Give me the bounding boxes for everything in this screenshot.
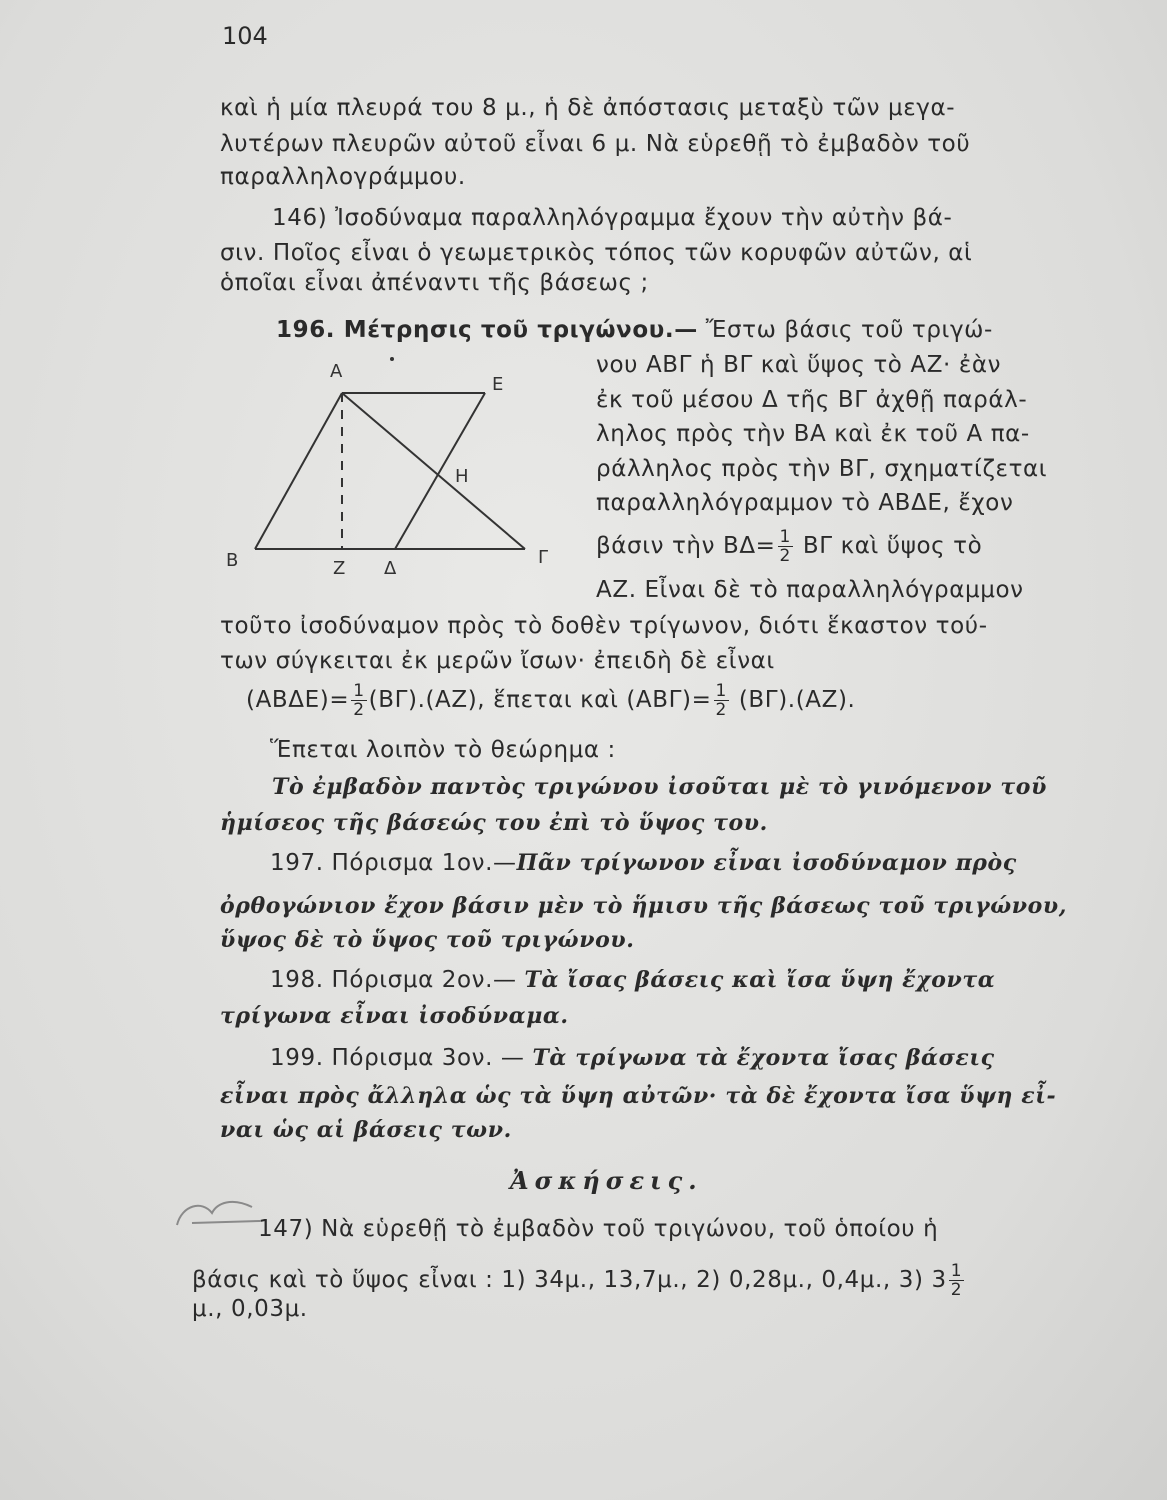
- label-H: Η: [455, 466, 469, 487]
- label-A: Α: [330, 361, 343, 382]
- label-E: Ε: [492, 374, 504, 395]
- text-line: Ἔστω βάσις τοῦ τριγώ-: [697, 317, 993, 343]
- text-span: (ΑΒΔΕ)=: [246, 687, 350, 713]
- text-line: ΑΖ. Εἶναι δὲ τὸ παραλληλόγραμμον: [596, 577, 1024, 603]
- page-number: 104: [222, 22, 268, 50]
- fraction-denominator: 2: [950, 1280, 963, 1300]
- text-line: [192, 1262, 966, 1299]
- text-line: σιν. Ποῖος εἶναι ὁ γεωμετρικὸς τόπος τῶν κορυφῶν αὐτῶν, αἱ: [220, 240, 973, 266]
- fraction-half: [949, 1262, 964, 1299]
- text-span: βάσις καὶ τὸ ὕψος εἶναι : 1) 34μ., 13,7μ., 2) 0,28μ., 0,4μ., 3) 3: [192, 1267, 947, 1293]
- theorem-line: ὀρθογώνιον ἔχον βάσιν μὲν τὸ ἥμισυ τῆς βάσεως τοῦ τριγώνου,: [220, 893, 1068, 919]
- text-span: (ΒΓ).(ΑΖ), ἕπεται καὶ (ΑΒΓ)=: [368, 687, 712, 713]
- text-line: παραλληλογράμμου.: [220, 164, 466, 190]
- label-Z: Ζ: [333, 558, 346, 579]
- text-line: [596, 528, 982, 565]
- text-line: ὁποῖαι εἶναι ἀπέναντι τῆς βάσεως ;: [220, 270, 649, 296]
- theorem-line: ναι ὡς αἱ βάσεις των.: [220, 1117, 512, 1143]
- corollary-199: [270, 1045, 995, 1071]
- segment-ED: [395, 393, 485, 549]
- label-D: Δ: [384, 558, 397, 579]
- theorem-line: ἡμίσεος τῆς βάσεώς του ἐπὶ τὸ ὕψος του.: [220, 810, 768, 836]
- text-span: Τὰ ἴσας βάσεις καὶ ἴσα ὕψη ἔχοντα: [524, 967, 996, 993]
- fraction-denominator: 2: [779, 546, 791, 566]
- text-line: των σύγκειται ἐκ μερῶν ἴσων· ἐπειδὴ δὲ εἶναι: [220, 648, 775, 674]
- label-B: Β: [226, 550, 239, 571]
- text-span: 199. Πόρισμα 3ον. —: [270, 1045, 533, 1071]
- text-line: καὶ ἡ μία πλευρά του 8 μ., ἡ δὲ ἀπόστασις μεταξὺ τῶν μεγα-: [220, 95, 956, 121]
- text-span: 197. Πόρισμα 1ον.—: [270, 850, 517, 876]
- fraction-half: [778, 528, 793, 565]
- segment-AG: [342, 393, 525, 549]
- label-G: Γ: [538, 547, 549, 568]
- pen-mark-icon: [172, 1195, 272, 1235]
- text-line: Ἕπεται λοιπὸν τὸ θεώρημα :: [270, 737, 616, 763]
- text-line: ἐκ τοῦ μέσου Δ τῆς ΒΓ ἀχθῇ παράλ-: [596, 387, 1028, 413]
- text-line: ράλληλος πρὸς τὴν ΒΓ, σχηματίζεται: [596, 456, 1048, 482]
- theorem-line: τρίγωνα εἶναι ἰσοδύναμα.: [220, 1003, 569, 1029]
- text-line: λυτέρων πλευρῶν αὐτοῦ εἶναι 6 μ. Νὰ εὑρεθῇ τὸ ἐμβαδὸν τοῦ: [220, 131, 971, 157]
- fraction-half: [351, 682, 366, 719]
- text-line: νου ΑΒΓ ἡ ΒΓ καὶ ὕψος τὸ ΑΖ· ἐὰν: [596, 352, 1002, 378]
- text-span: Τὰ τρίγωνα τὰ ἔχοντα ἴσας βάσεις: [532, 1045, 995, 1071]
- text-span: ΒΓ καὶ ὕψος τὸ: [802, 533, 983, 559]
- text-span: Πᾶν τρίγωνον εἶναι ἰσοδύναμον πρὸς: [516, 850, 1017, 876]
- fraction-numerator: 1: [353, 681, 365, 701]
- exercise-147: 147) Νὰ εὑρεθῇ τὸ ἐμβαδὸν τοῦ τριγώνου, τοῦ ὁποίου ἡ: [258, 1216, 939, 1242]
- fraction-denominator: 2: [715, 700, 727, 720]
- dot-mark: [390, 357, 394, 361]
- theorem-line: Τὸ ἐμβαδὸν παντὸς τριγώνου ἰσοῦται μὲ τὸ γινόμενον τοῦ: [272, 774, 1047, 800]
- theorem-line: εἶναι πρὸς ἄλληλα ὡς τὰ ὕψη αὐτῶν· τὰ δὲ ἔχοντα ἴσα ὕψη εἶ-: [220, 1083, 1057, 1109]
- fraction-denominator: 2: [353, 700, 365, 720]
- text-span: βάσιν τὴν ΒΔ=: [596, 533, 776, 559]
- corollary-198: [270, 967, 995, 993]
- text-line: τοῦτο ἰσοδύναμον πρὸς τὸ δοθὲν τρίγωνον, διότι ἕκαστον τού-: [220, 613, 988, 639]
- triangle-parallelogram-figure: [220, 350, 580, 590]
- text-line: ληλος πρὸς τὴν ΒΑ καὶ ἐκ τοῦ Α πα-: [596, 421, 1030, 447]
- text-span: 198. Πόρισμα 2ον.—: [270, 967, 525, 993]
- section-196: [276, 317, 993, 343]
- theorem-line: ὕψος δὲ τὸ ὕψος τοῦ τριγώνου.: [220, 927, 635, 953]
- text-span: (ΒΓ).(ΑΖ).: [738, 687, 856, 713]
- exercise-146: 146) Ἰσοδύναμα παραλληλόγραμμα ἔχουν τὴν αὐτὴν βά-: [272, 205, 953, 231]
- exercises-heading: Ἀσκήσεις.: [510, 1166, 703, 1195]
- section-196-title: 196. Μέτρησις τοῦ τριγώνου.—: [276, 317, 698, 343]
- segment-AB: [255, 393, 342, 549]
- fraction-numerator: 1: [715, 681, 727, 701]
- text-line: μ., 0,03μ.: [192, 1296, 308, 1322]
- fraction-numerator: 1: [779, 527, 791, 547]
- equation-line: [246, 682, 855, 719]
- text-line: παραλληλόγραμμον τὸ ΑΒΔΕ, ἔχον: [596, 490, 1014, 516]
- fraction-numerator: 1: [950, 1261, 963, 1281]
- fraction-half: [714, 682, 729, 719]
- corollary-197: [270, 850, 1017, 876]
